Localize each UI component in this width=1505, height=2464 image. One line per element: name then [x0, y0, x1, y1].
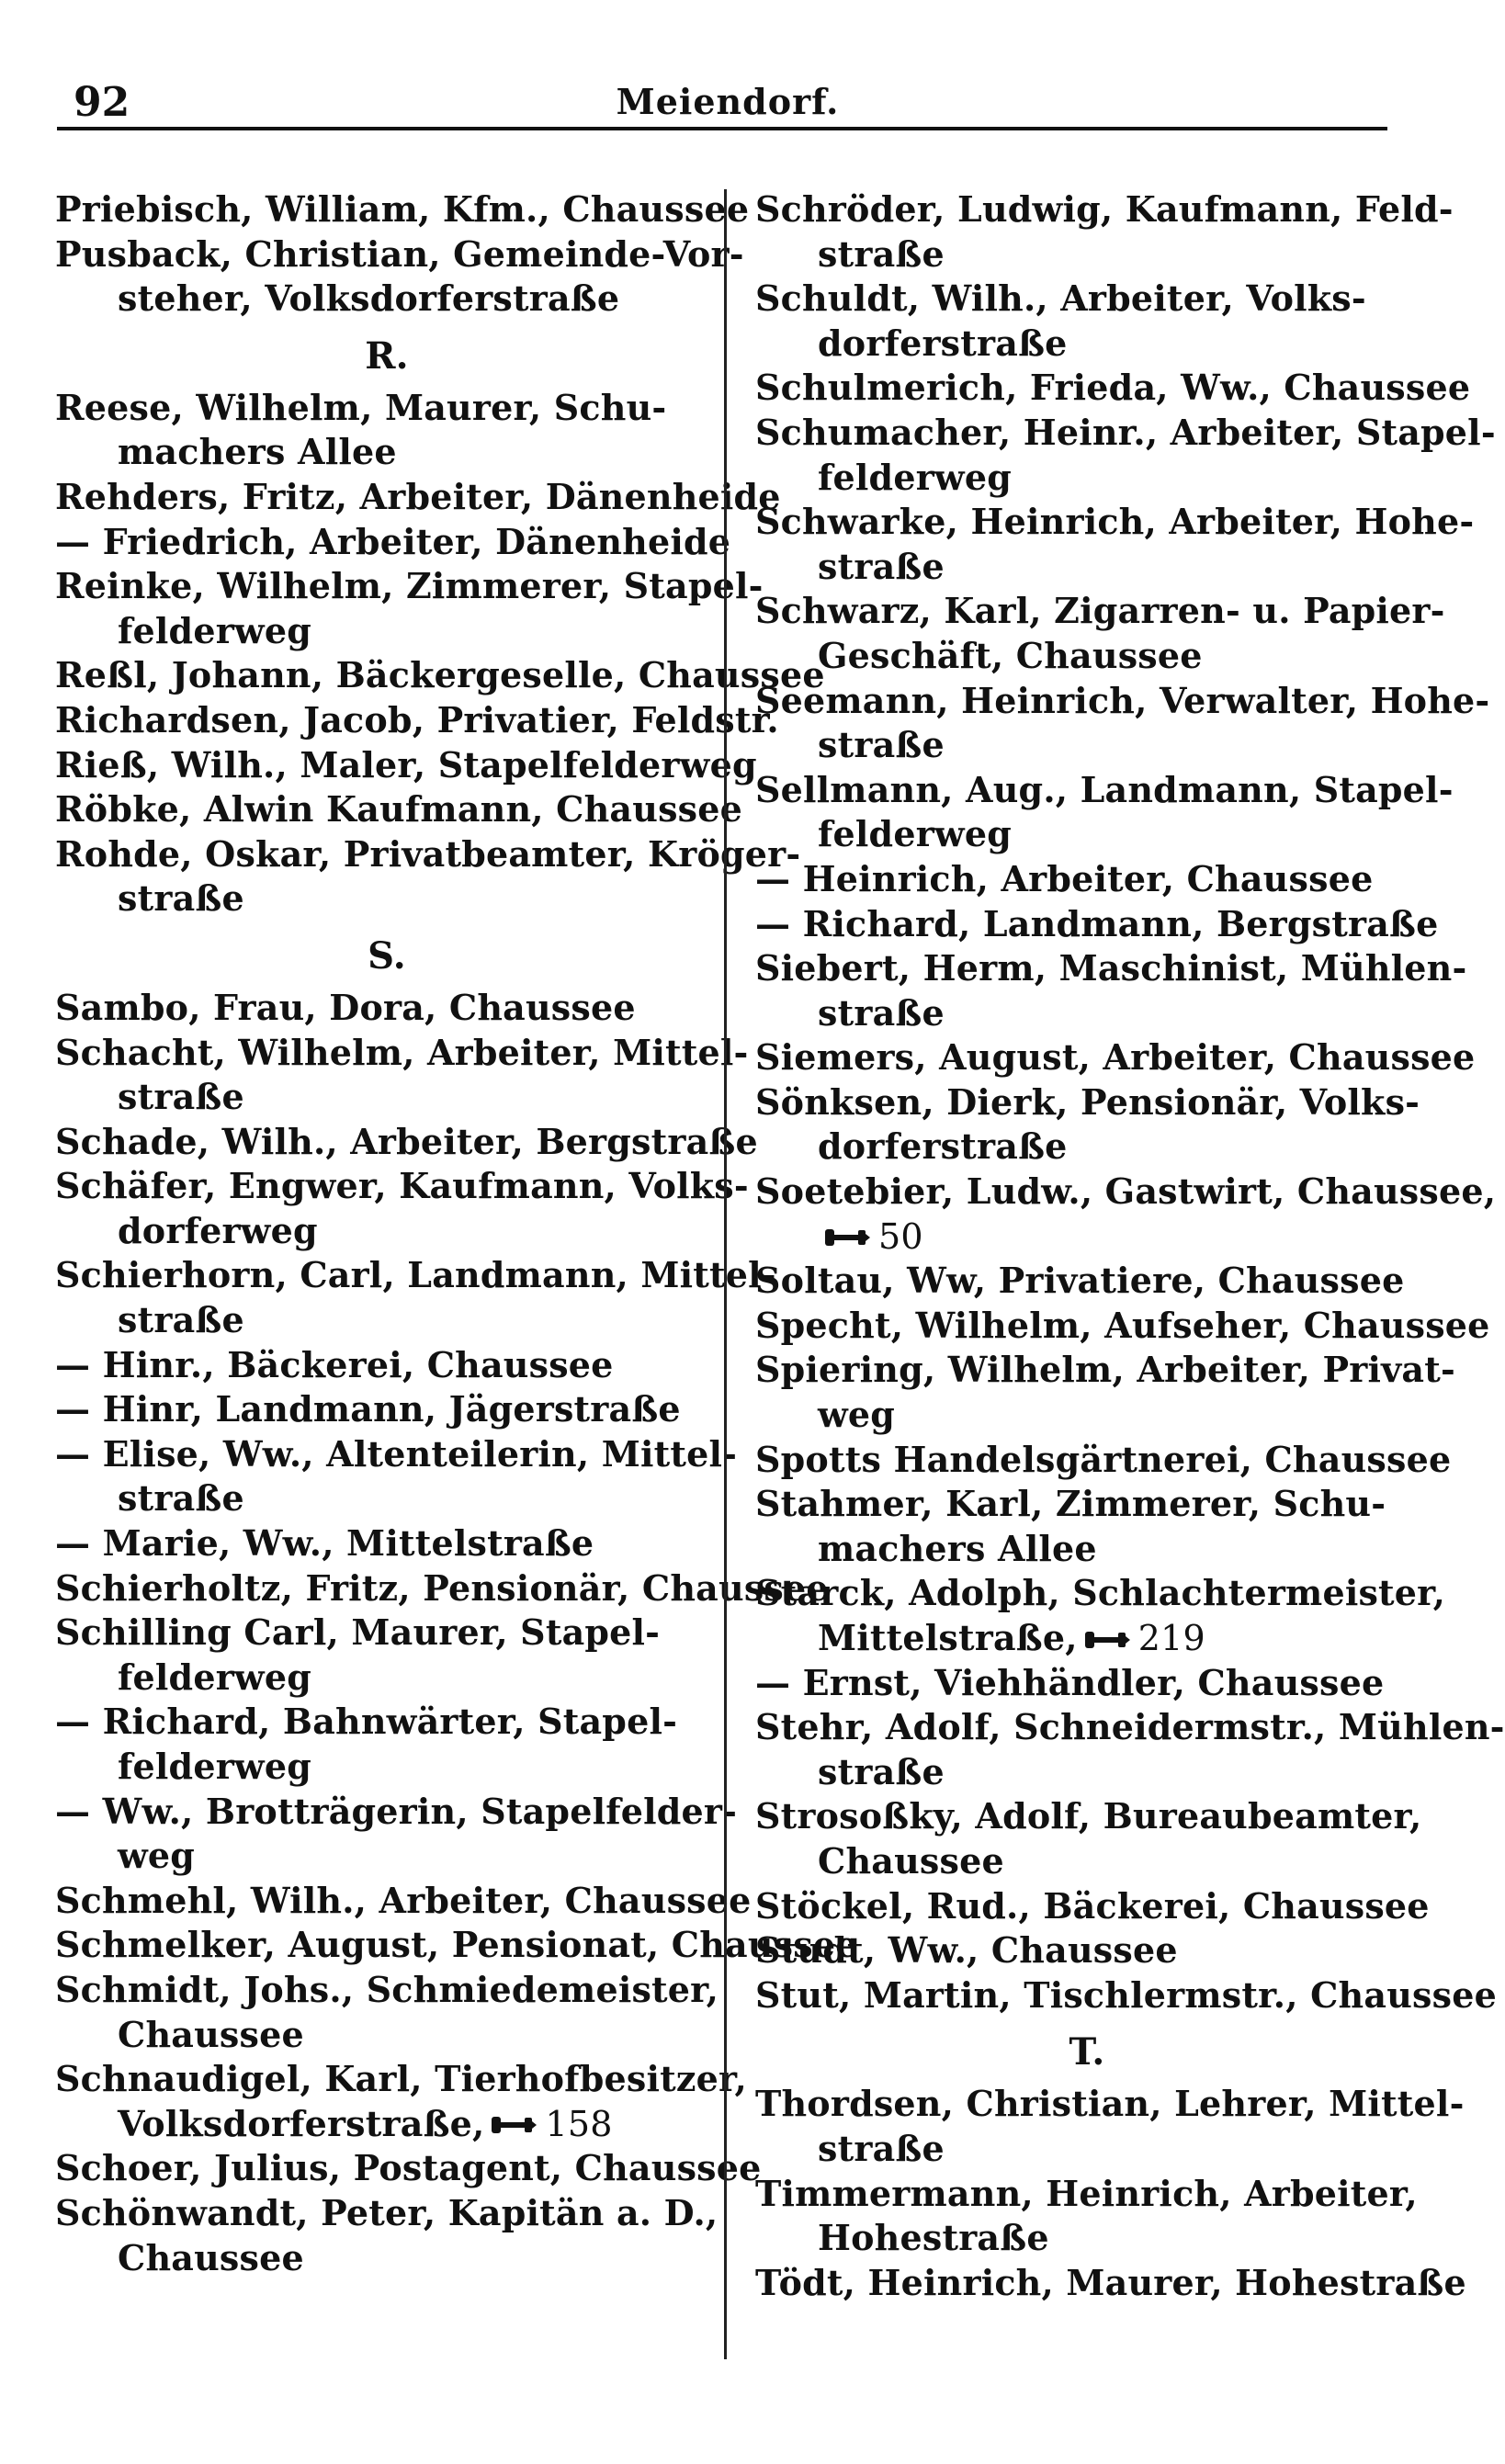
entry-text: felderweg [118, 1746, 311, 1787]
entry-text: Rehders, Fritz, Arbeiter, Dänenheide [55, 475, 781, 517]
entry-text: felderweg [818, 456, 1012, 498]
entry-text: — Elise, Ww., Altenteilerin, Mittel- [55, 1432, 738, 1475]
entry-text: Schmehl, Wilh., Arbeiter, Chaussee [55, 1879, 752, 1921]
entry-text: — Hinr., Bäckerei, Chaussee [55, 1343, 614, 1385]
entry-text: Sambo, Frau, Dora, Chaussee [55, 986, 636, 1028]
entry-text: Schierholtz, Fritz, Pensionär, Chaussee [55, 1566, 829, 1609]
directory-entry-line [55, 1164, 749, 1209]
entry-text: Chaussee [118, 2236, 304, 2278]
directory-entry-line [755, 2172, 1419, 2217]
entry-text: Siebert, Herm, Maschinist, Mühlen- [755, 947, 1467, 989]
entry-text: felderweg [118, 1656, 311, 1698]
entry-text: Schilling Carl, Maurer, Stapel- [55, 1611, 661, 1654]
section-letter-heading [55, 322, 719, 386]
directory-entry-line [755, 187, 1454, 232]
telephone-icon [490, 2115, 538, 2135]
entry-text: — Ww., Brotträgerin, Stapelfelder- [55, 1790, 738, 1832]
directory-entry-line [55, 386, 719, 431]
header-rule [57, 127, 1387, 130]
entry-text: dorferweg [118, 1209, 318, 1251]
directory-entry-line [55, 1968, 719, 2013]
entry-text: Reßl, Johann, Bäckergeselle, Chaussee [55, 654, 825, 696]
directory-entry-line [55, 1879, 752, 1924]
directory-entry-line [55, 743, 757, 788]
directory-entry-line [55, 698, 779, 743]
entry-text: Chaussee [818, 1839, 1004, 1882]
directory-entry-line [55, 1031, 749, 1076]
directory-entry-line [755, 1794, 1422, 1839]
entry-text: Studt, Ww., Chaussee [755, 1929, 1178, 1972]
telephone-icon [823, 1227, 871, 1248]
entry-text: Schulmerich, Frieda, Ww., Chaussee [755, 367, 1471, 409]
right-column [755, 187, 1505, 2305]
directory-entry-line [755, 634, 1419, 679]
entry-text: straße [818, 2127, 945, 2169]
directory-entry-line [55, 1566, 829, 1611]
directory-entry-line [55, 1120, 758, 1165]
directory-entry-line [55, 430, 719, 475]
directory-entry-line [55, 1700, 719, 1745]
directory-entry-line [55, 2013, 719, 2058]
directory-entry-line [55, 1075, 719, 1120]
directory-entry-line [755, 991, 1419, 1036]
directory-entry-line [755, 1571, 1446, 1616]
entry-text: steher, Volksdorferstraße [118, 277, 620, 320]
directory-entry-line [755, 456, 1419, 501]
entry-text: machers Allee [118, 431, 397, 473]
entry-text: — Ernst, Viehhändler, Chaussee [755, 1661, 1385, 1703]
entry-text: Rohde, Oskar, Privatbeamter, Kröger- [55, 832, 801, 875]
entry-text: Stehr, Adolf, Schneidermstr., Mühlen- [755, 1706, 1505, 1748]
directory-entry-line [755, 545, 1419, 590]
directory-entry-line [55, 1432, 738, 1477]
directory-entry-line [55, 876, 719, 921]
directory-entry-line [755, 1527, 1419, 1572]
directory-entry-line [755, 500, 1475, 545]
entry-text: weg [118, 1835, 196, 1877]
entry-text: Chaussee [118, 2013, 304, 2055]
directory-entry-line [755, 1035, 1476, 1080]
directory-entry-line [755, 232, 1419, 277]
directory-entry-line [55, 1611, 719, 1656]
directory-entry-line [755, 1170, 1497, 1215]
entry-text: Soetebier, Ludw., Gastwirt, Chaussee, [755, 1170, 1497, 1213]
entry-text: felderweg [818, 813, 1012, 855]
entry-text: Schwarke, Heinrich, Arbeiter, Hohe- [755, 501, 1475, 543]
directory-entry-line [55, 1298, 719, 1343]
directory-entry-line [55, 232, 744, 277]
entry-text: Schäfer, Engwer, Kaufmann, Volks- [55, 1165, 749, 1207]
entry-text: — Richard, Bahnwärter, Stapel- [55, 1701, 678, 1743]
directory-entry-line [755, 812, 1419, 857]
entry-text: Schade, Wilh., Arbeiter, Bergstraße [55, 1120, 758, 1162]
directory-entry-line [755, 1973, 1497, 2018]
directory-entry-line [55, 475, 781, 520]
directory-entry-line [55, 1343, 719, 1388]
directory-entry-line [55, 1745, 719, 1790]
directory-entry-line [755, 322, 1419, 367]
directory-entry-line [55, 2102, 719, 2147]
entry-text: Schröder, Ludwig, Kaufmann, Feld- [755, 188, 1454, 230]
entry-text: Schuldt, Wilh., Arbeiter, Volks- [755, 277, 1366, 320]
entry-text: Seemann, Heinrich, Verwalter, Hohe- [755, 679, 1490, 721]
directory-entry-line [755, 902, 1439, 947]
directory-entry-line [755, 946, 1467, 991]
directory-entry-line [55, 1253, 776, 1298]
directory-entry-line [55, 2236, 719, 2281]
entry-text: Hohestraße [818, 2217, 1049, 2259]
entry-text: Richardsen, Jacob, Privatier, Feldstr. [55, 698, 779, 740]
entry-text: T. [1069, 2030, 1105, 2074]
entry-text: straße [818, 991, 945, 1034]
directory-entry-line [755, 1705, 1505, 1750]
directory-entry-line [55, 986, 719, 1031]
directory-entry-line [755, 723, 1419, 768]
directory-entry-line [755, 1839, 1419, 1884]
entry-text: Spiering, Wilhelm, Arbeiter, Privat- [755, 1349, 1455, 1391]
directory-entry-line [55, 277, 719, 322]
entry-text: machers Allee [818, 1527, 1097, 1569]
entry-text: — Richard, Landmann, Bergstraße [755, 902, 1439, 944]
directory-entry-line [55, 1790, 738, 1835]
phone-number: 219 [1137, 1618, 1205, 1658]
directory-entry-line [755, 1661, 1419, 1706]
entry-text: Schwarz, Karl, Zigarren- u. Papier- [755, 590, 1445, 632]
entry-text: Rieß, Wilh., Maler, Stapelfelderweg [55, 743, 757, 786]
entry-text: Stahmer, Karl, Zimmerer, Schu- [755, 1483, 1386, 1525]
column-divider [724, 189, 727, 2359]
directory-entry-line [755, 2216, 1419, 2261]
entry-text: Schnaudigel, Karl, Tierhofbesitzer, [55, 2058, 747, 2100]
left-column [55, 187, 858, 2280]
entry-text: Volksdorferstraße, [118, 2102, 485, 2144]
directory-entry-line [755, 2261, 1466, 2306]
entry-text: Priebisch, William, Kfm., Chaussee [55, 188, 750, 230]
entry-text: Geschäft, Chaussee [818, 634, 1203, 676]
entry-text: Soltau, Ww, Privatiere, Chaussee [755, 1260, 1405, 1302]
directory-entry-line [755, 1215, 1419, 1260]
entry-text: Stöckel, Rud., Bäckerei, Chaussee [755, 1884, 1430, 1927]
phone-number: 158 [545, 2103, 613, 2144]
directory-entry-line [55, 609, 719, 654]
entry-text: Schmidt, Johs., Schmiedemeister, [55, 1968, 719, 2010]
directory-entry-line [55, 1656, 719, 1701]
page-number: 92 [74, 79, 130, 126]
directory-entry-line [755, 1393, 1419, 1438]
directory-entry-line [55, 1476, 719, 1521]
directory-entry-line [55, 187, 750, 232]
directory-entry-line [755, 1750, 1419, 1795]
entry-text: Stut, Martin, Tischlermstr., Chaussee [755, 1973, 1497, 2016]
directory-entry-line [755, 1438, 1452, 1483]
entry-text: Schoer, Julius, Postagent, Chaussee [55, 2147, 762, 2189]
entry-text: Tödt, Heinrich, Maurer, Hohestraße [755, 2261, 1466, 2303]
entry-text: Sellmann, Aug., Landmann, Stapel- [755, 768, 1454, 810]
entry-text: Specht, Wilhelm, Aufseher, Chaussee [755, 1304, 1490, 1346]
entry-text: straße [818, 724, 945, 766]
directory-entry-line [755, 589, 1445, 634]
phone-number: 50 [878, 1215, 923, 1257]
directory-entry-line [755, 2127, 1419, 2172]
entry-text: straße [818, 545, 945, 587]
entry-text: Schönwandt, Peter, Kapitän a. D., [55, 2191, 719, 2233]
entry-text: Pusback, Christian, Gemeinde-Vor- [55, 232, 744, 275]
directory-entry-line [55, 832, 801, 877]
entry-text: Starck, Adolph, Schlachtermeister, [755, 1572, 1446, 1614]
directory-entry-line [755, 2082, 1465, 2127]
entry-text: Siemers, August, Arbeiter, Chaussee [755, 1036, 1476, 1079]
entry-text: — Friedrich, Arbeiter, Dänenheide [55, 520, 731, 562]
entry-text: Schumacher, Heinr., Arbeiter, Stapel- [755, 411, 1496, 453]
directory-entry-line [755, 1125, 1419, 1170]
entry-text: Sönksen, Dierk, Pensionär, Volks- [755, 1080, 1420, 1123]
entry-text: straße [818, 1750, 945, 1792]
entry-text: Reese, Wilhelm, Maurer, Schu- [55, 386, 667, 428]
entry-text: straße [118, 877, 244, 920]
directory-entry-line [755, 1482, 1419, 1527]
directory-entry-line [755, 1884, 1430, 1929]
entry-text: straße [818, 232, 945, 275]
directory-entry-line [755, 857, 1419, 902]
entry-text: R. [365, 333, 409, 378]
entry-text: Reinke, Wilhelm, Zimmerer, Stapel- [55, 565, 764, 607]
directory-entry-line [55, 653, 825, 698]
entry-text: Timmermann, Heinrich, Arbeiter, [755, 2172, 1418, 2214]
directory-entry-line [55, 564, 764, 609]
section-letter-heading [55, 921, 719, 986]
entry-text: — Hinr, Landmann, Jägerstraße [55, 1388, 681, 1430]
directory-entry-line [55, 1923, 858, 1968]
directory-entry-line [55, 2191, 719, 2236]
directory-entry-line [55, 1387, 719, 1432]
entry-text: straße [118, 1076, 244, 1118]
directory-entry-line [55, 520, 731, 565]
entry-text: Schmelker, August, Pensionat, Chaussee [55, 1924, 858, 1966]
entry-text: Mittelstraße, [818, 1617, 1078, 1658]
entry-text: straße [118, 1477, 244, 1520]
entry-text: — Marie, Ww., Mittelstraße [55, 1522, 594, 1565]
directory-entry-line [755, 1348, 1455, 1393]
entry-text: S. [368, 933, 406, 978]
directory-entry-line [55, 2146, 762, 2191]
directory-entry-line [755, 1928, 1419, 1973]
entry-text: — Heinrich, Arbeiter, Chaussee [755, 857, 1374, 899]
entry-text: Röbke, Alwin Kaufmann, Chaussee [55, 788, 743, 831]
directory-entry-line [755, 1080, 1419, 1125]
directory-entry-line [755, 679, 1490, 724]
entry-text: Strosoßky, Adolf, Bureaubeamter, [755, 1795, 1422, 1837]
directory-entry-line [55, 787, 743, 832]
directory-entry-line [755, 1616, 1419, 1661]
telephone-icon [1083, 1630, 1131, 1650]
directory-entry-line [755, 411, 1496, 456]
directory-entry-line [55, 1834, 719, 1879]
entry-text: straße [118, 1299, 244, 1341]
entry-text: Schacht, Wilhelm, Arbeiter, Mittel- [55, 1031, 749, 1073]
running-title: Meiendorf. [616, 81, 840, 122]
entry-text: weg [818, 1394, 896, 1436]
entry-text: felderweg [118, 609, 311, 651]
directory-entry-line [55, 1521, 719, 1566]
entry-text: dorferstraße [818, 322, 1068, 364]
entry-text: Thordsen, Christian, Lehrer, Mittel- [755, 2083, 1465, 2125]
entry-text: dorferstraße [818, 1125, 1068, 1168]
directory-entry-line [755, 277, 1419, 322]
directory-entry-line [755, 768, 1454, 813]
entry-text: Spotts Handelsgärtnerei, Chaussee [755, 1438, 1452, 1480]
directory-entry-line [755, 1304, 1490, 1349]
directory-entry-line [55, 1209, 719, 1254]
directory-entry-line [755, 1259, 1419, 1304]
entry-text: Schierhorn, Carl, Landmann, Mittel- [55, 1254, 776, 1296]
directory-entry-line [55, 2057, 747, 2102]
section-letter-heading [755, 2018, 1419, 2082]
directory-entry-line [755, 366, 1471, 411]
